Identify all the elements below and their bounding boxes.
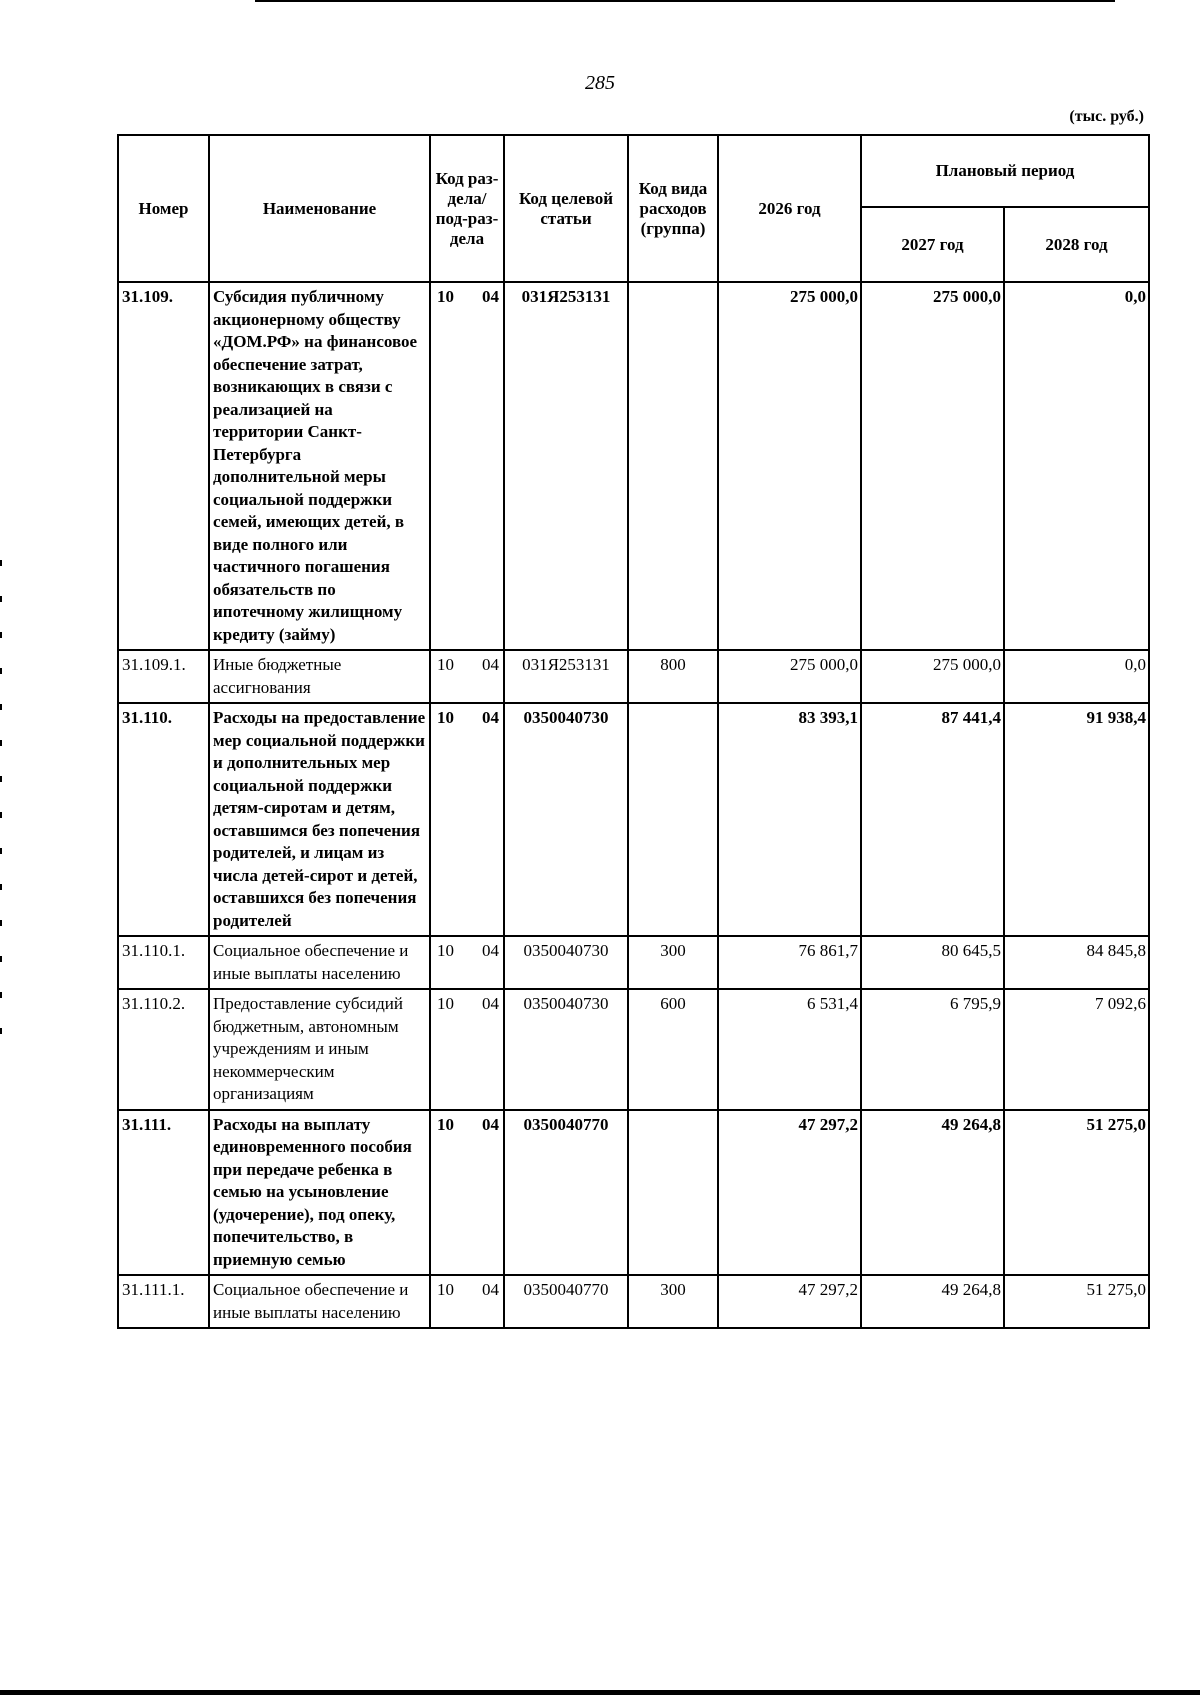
- row-section: 10: [437, 1280, 454, 1299]
- table-row: [118, 989, 1149, 1110]
- table-row: [118, 1275, 1149, 1328]
- header-group: Код вида расходов (группа): [628, 135, 718, 282]
- row-section: 10: [437, 941, 454, 960]
- row-target-code: 0350040770: [504, 1110, 628, 1276]
- row-subsection: 04: [482, 655, 499, 674]
- header-name: Наименование: [209, 135, 430, 282]
- row-name: Расходы на предоставление мер социальной поддержки и дополнительных мер социальной поддержки детям-сиротам и детям, оставшимся без попечения родителей, и лицам из числа детей-сирот и детей, оставшихся без попечения родителей: [209, 703, 430, 936]
- row-amount-2028: 51 275,0: [1004, 1110, 1149, 1276]
- row-section-code: [430, 703, 504, 936]
- table-row: [118, 703, 1149, 936]
- row-expense-group: 300: [628, 936, 718, 989]
- row-expense-group: [628, 282, 718, 650]
- row-subsection: 04: [482, 708, 499, 727]
- row-amount-2026: 83 393,1: [718, 703, 861, 936]
- row-name: Предоставление субсидий бюджетным, автономным учреждениям и иным некоммерческим организациям: [209, 989, 430, 1110]
- units-label: (тыс. руб.): [1069, 108, 1144, 125]
- row-section-code: [430, 1110, 504, 1276]
- row-expense-group: 600: [628, 989, 718, 1110]
- row-name: Расходы на выплату единовременного пособия при передаче ребенка в семью на усыновление (удочерение), под опеку, попечительство, в приемную семью: [209, 1110, 430, 1276]
- row-expense-group: [628, 1110, 718, 1276]
- row-amount-2027: 49 264,8: [861, 1110, 1004, 1276]
- row-name: Иные бюджетные ассигнования: [209, 650, 430, 703]
- row-amount-2028: 91 938,4: [1004, 703, 1149, 936]
- table-row: [118, 282, 1149, 650]
- row-section: 10: [437, 655, 454, 674]
- row-subsection: 04: [482, 994, 499, 1013]
- row-amount-2026: 275 000,0: [718, 650, 861, 703]
- row-subsection: 04: [482, 941, 499, 960]
- row-expense-group: [628, 703, 718, 936]
- row-number: 31.111.: [118, 1110, 209, 1276]
- row-amount-2026: 76 861,7: [718, 936, 861, 989]
- row-subsection: 04: [482, 287, 499, 306]
- table-row: [118, 1110, 1149, 1276]
- header-2027: 2027 год: [861, 207, 1004, 282]
- row-number: 31.109.: [118, 282, 209, 650]
- row-number: 31.110.1.: [118, 936, 209, 989]
- row-section-code: [430, 989, 504, 1110]
- row-number: 31.111.1.: [118, 1275, 209, 1328]
- row-name: Социальное обеспечение и иные выплаты населению: [209, 1275, 430, 1328]
- row-number: 31.110.: [118, 703, 209, 936]
- header-planned-period: Плановый период: [861, 135, 1149, 207]
- row-expense-group: 800: [628, 650, 718, 703]
- row-amount-2027: 49 264,8: [861, 1275, 1004, 1328]
- row-section: 10: [437, 708, 454, 727]
- row-section: 10: [437, 1114, 454, 1134]
- row-amount-2027: 275 000,0: [861, 650, 1004, 703]
- row-amount-2028: 0,0: [1004, 282, 1149, 650]
- header-target: Код целевой статьи: [504, 135, 628, 282]
- row-target-code: 0350040770: [504, 1275, 628, 1328]
- row-amount-2026: 47 297,2: [718, 1275, 861, 1328]
- header-2026: 2026 год: [718, 135, 861, 282]
- bottom-border-bar: [0, 1690, 1200, 1695]
- top-border-line: [255, 0, 1115, 2]
- row-subsection: 04: [482, 1280, 499, 1299]
- table-row: [118, 936, 1149, 989]
- row-section-code: [430, 936, 504, 989]
- page-number: 285: [585, 72, 615, 94]
- budget-table: [117, 134, 1150, 1329]
- row-amount-2028: 84 845,8: [1004, 936, 1149, 989]
- row-target-code: 0350040730: [504, 703, 628, 936]
- row-target-code: 031Я253131: [504, 650, 628, 703]
- row-section-code: [430, 650, 504, 703]
- header-2028: 2028 год: [1004, 207, 1149, 282]
- row-section-code: [430, 1275, 504, 1328]
- row-amount-2028: 7 092,6: [1004, 989, 1149, 1110]
- row-number: 31.109.1.: [118, 650, 209, 703]
- row-section: 10: [437, 994, 454, 1013]
- row-number: 31.110.2.: [118, 989, 209, 1110]
- row-amount-2027: 80 645,5: [861, 936, 1004, 989]
- table-row: [118, 650, 1149, 703]
- row-amount-2026: 275 000,0: [718, 282, 861, 650]
- row-section-code: [430, 282, 504, 650]
- scan-edge-marks: [0, 560, 2, 1060]
- header-number: Номер: [118, 135, 209, 282]
- row-name: Социальное обеспечение и иные выплаты населению: [209, 936, 430, 989]
- row-expense-group: 300: [628, 1275, 718, 1328]
- row-amount-2027: 275 000,0: [861, 282, 1004, 650]
- row-amount-2026: 6 531,4: [718, 989, 861, 1110]
- row-target-code: 0350040730: [504, 936, 628, 989]
- row-subsection: 04: [482, 1114, 499, 1134]
- row-section: 10: [437, 287, 454, 306]
- row-target-code: 0350040730: [504, 989, 628, 1110]
- row-amount-2026: 47 297,2: [718, 1110, 861, 1276]
- row-amount-2028: 51 275,0: [1004, 1275, 1149, 1328]
- row-amount-2028: 0,0: [1004, 650, 1149, 703]
- row-target-code: 031Я253131: [504, 282, 628, 650]
- header-section: Код раз-дела/ под-раз-дела: [430, 135, 504, 282]
- row-amount-2027: 6 795,9: [861, 989, 1004, 1110]
- row-name: Субсидия публичному акционерному обществу «ДОМ.РФ» на финансовое обеспечение затрат, возникающих в связи с реализацией на территории Санкт-Петербурга дополнительной меры социальной поддержки семей, имеющих детей, в виде полного или частичного погашения обязательств по ипотечному жилищному кредиту (займу): [209, 282, 430, 650]
- row-amount-2027: 87 441,4: [861, 703, 1004, 936]
